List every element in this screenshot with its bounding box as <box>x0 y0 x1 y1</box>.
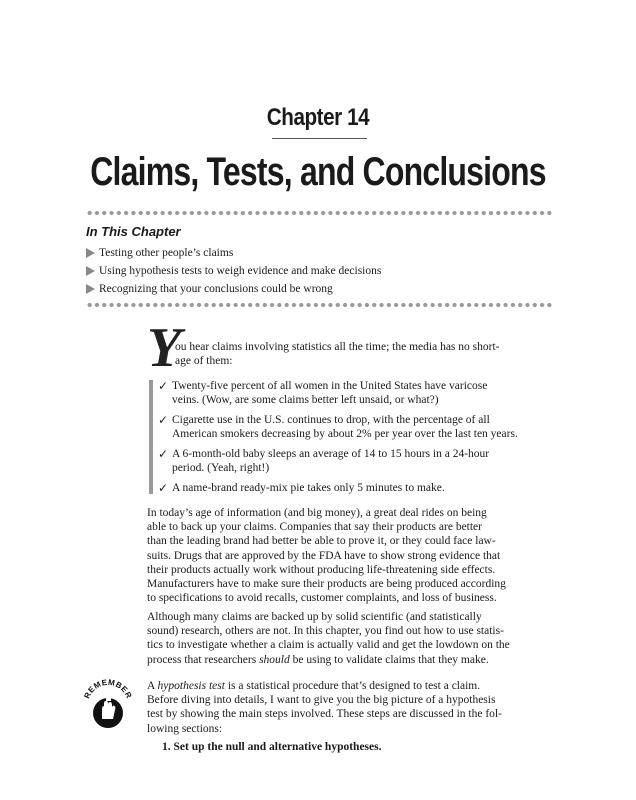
svg-text:REMEMBER <box>82 678 133 700</box>
list-item: Testing other people’s claims <box>86 244 381 262</box>
in-this-chapter-heading: In This Chapter <box>86 224 181 239</box>
triangle-bullet-icon <box>86 284 95 294</box>
bullet-list-bar <box>149 380 153 494</box>
check-icon: ✓ <box>158 447 169 461</box>
body-paragraph-2: Although many claims are backed up by solid scientific (and statistically sound) research, others are not. In this chapter, you find out how to use statis- tics to investigate whether a claim is actually valid and get the lowdown on the process that researchers should be using to validate claims that they make. <box>147 611 510 666</box>
chapter-number: Chapter 14 <box>266 104 370 131</box>
check-icon: ✓ <box>158 481 169 495</box>
list-item: ✓ Twenty-five percent of all women in the United States have varicose veins. (Wow, are some claims better left unsaid, or what?) <box>158 379 488 406</box>
list-item: ✓ A name-brand ready-mix pie takes only 5 minutes to make. <box>158 481 445 495</box>
triangle-bullet-icon <box>86 248 95 258</box>
triangle-bullet-icon <box>86 266 95 276</box>
remember-icon-label: REMEMBER <box>82 677 134 700</box>
body-paragraph-1: In today’s age of information (and big money), a great deal rides on being able to back up your claims. Companies that say their products are better than the leading brand had better be able to prove it, or they could face law- suits. Drugs that are approved by the FDA have to show strong evidence that their products actually work without producing life-threatening side effects. Manufacturers have to make sure their products are being produced according to specifications to avoid recalls, customer complaints, and loss of business. <box>147 507 506 605</box>
list-item: Recognizing that your conclusions could be wrong <box>86 280 381 298</box>
list-item: ✓ A 6-month-old baby sleeps an average of 14 to 15 hours in a 24-hour period. (Yeah, right!) <box>158 447 490 474</box>
dotted-divider-bottom <box>86 302 554 308</box>
in-this-chapter-list <box>86 244 381 298</box>
claims-list <box>158 379 554 501</box>
intro-paragraph: ou hear claims involving statistics all the time; the media has no short- age of them: <box>175 341 500 367</box>
body-paragraph-3: A hypothesis test is a statistical procedure that’s designed to test a claim. Before diving into details, I want to give you the big picture of a hypothesis test by showing the main steps involved. These steps are discussed in the fol- lowing sections: <box>147 680 502 735</box>
dotted-divider-top <box>86 210 554 216</box>
chapter-title: Claims, Tests, and Conclusions <box>90 150 546 194</box>
drop-cap: Y <box>147 317 182 379</box>
check-icon: ✓ <box>158 413 169 427</box>
check-icon: ✓ <box>158 379 169 393</box>
remember-icon <box>82 675 134 735</box>
chapter-rule <box>272 138 367 139</box>
list-item: ✓ Cigarette use in the U.S. continues to drop, with the percentage of all American smokers decreasing by about 2% per year over the last ten years. <box>158 413 518 440</box>
step-1: 1. Set up the null and alternative hypotheses. <box>162 741 382 753</box>
list-item: Using hypothesis tests to weigh evidence and make decisions <box>86 262 381 280</box>
